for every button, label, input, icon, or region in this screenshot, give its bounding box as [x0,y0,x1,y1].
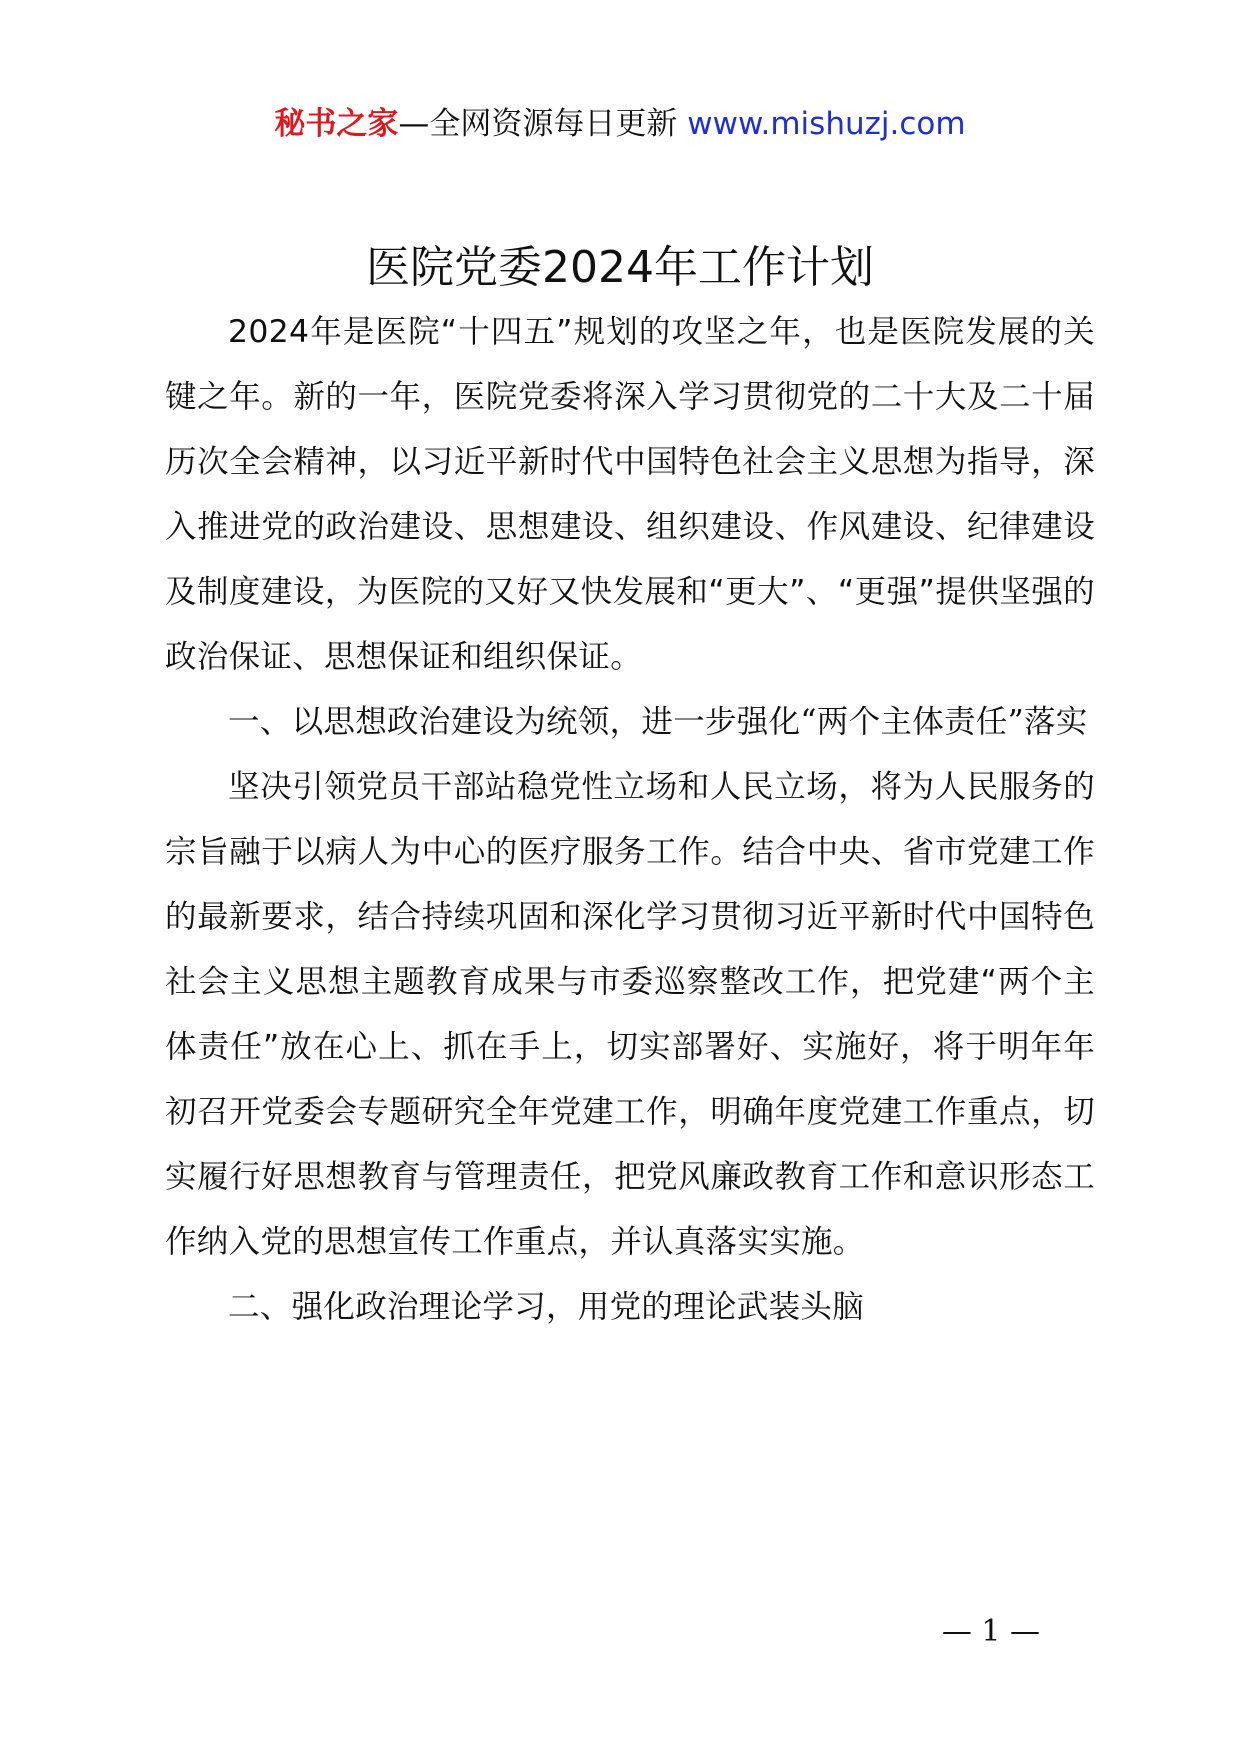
document-body [165,300,1095,1340]
site-banner [0,98,1240,150]
document-title: 医院党委2024年工作计划 [366,242,874,293]
paragraph-intro: 2024年是医院“十四五”规划的攻坚之年，也是医院发展的关键之年。新的一年，医院党委将深入学习贯彻党的二十大及二十届历次全会精神，以习近平新时代中国特色社会主义思想为指导，深入推进党的政治建设、思想建设、组织建设、作风建设、纪律建设及制度建设，为医院的又好又快发展和“更大”、“更强”提供坚强的政治保证、思想保证和组织保证。 [165,314,1095,675]
paragraph-section-1: 坚决引领党员干部站稳党性立场和人民立场，将为人民服务的宗旨融于以病人为中心的医疗服务工作。结合中央、省市党建工作的最新要求，结合持续巩固和深化学习贯彻习近平新时代中国特色社会主义思想主题教育成果与市委巡察整改工作，把党建“两个主体责任”放在心上、抓在手上，切实部署好、实施好，将于明年年初召开党委会专题研究全年党建工作，明确年度党建工作重点，切实履行好思想教育与管理责任，把党风廉政教育工作和意识形态工作纳入党的思想宣传工作重点，并认真落实实施。 [165,769,1095,1260]
banner-tagline: —全网资源每日更新 [398,106,688,142]
banner-site-link[interactable]: www.mishuzj.com [687,106,966,142]
banner-brand: 秘书之家 [274,106,399,142]
section-heading-2: 二、强化政治理论学习，用党的理论武装头脑 [228,1289,865,1325]
page-number: — 1 — [941,1614,1040,1649]
section-heading-1: 一、以思想政治建设为统领，进一步强化“两个主体责任”落实 [228,704,1088,740]
